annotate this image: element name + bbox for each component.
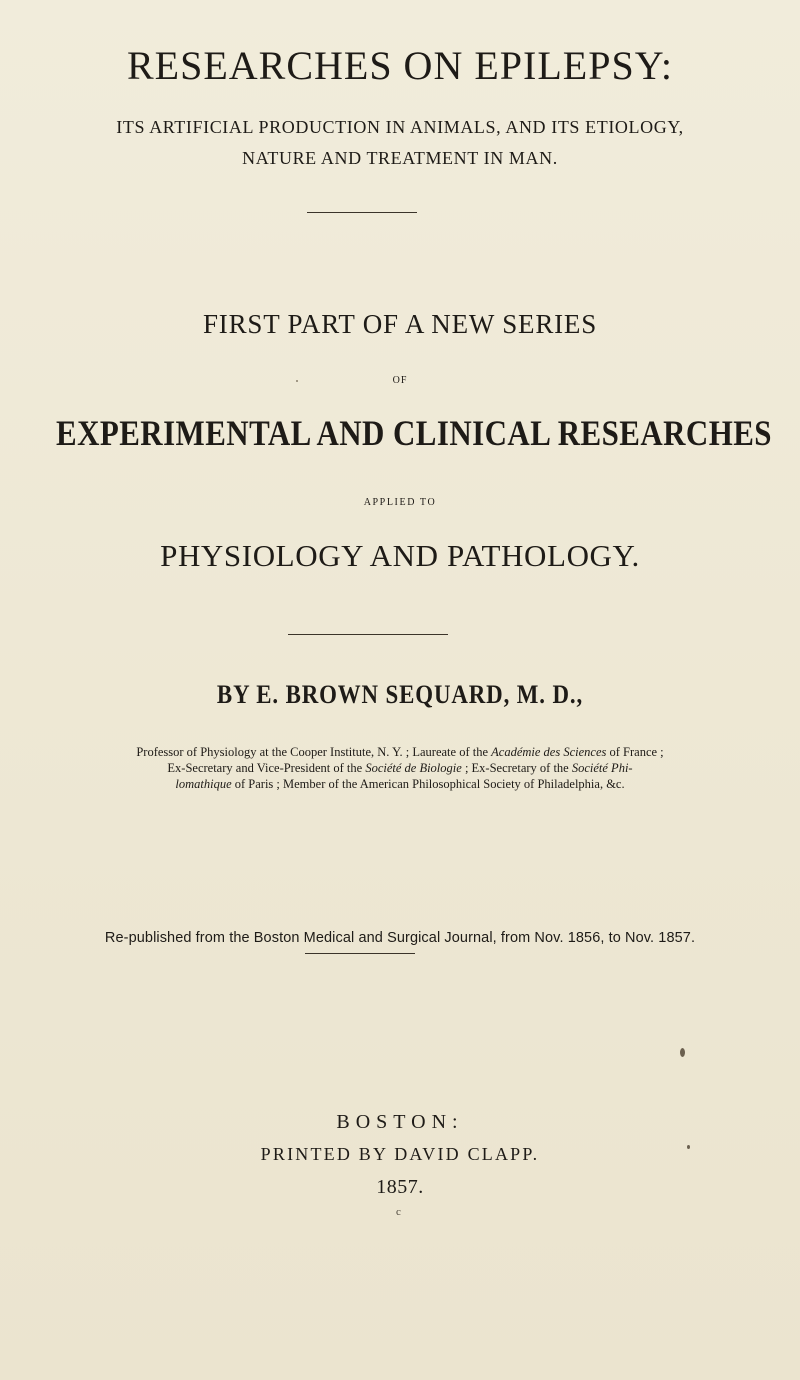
main-title: RESEARCHES ON EPILEPSY: (126, 43, 674, 88)
subtitle-line-1: ITS ARTIFICIAL PRODUCTION IN ANIMALS, AND ITS ETIOLOGY, (116, 117, 684, 137)
subtitle-line-2: NATURE AND TREATMENT IN MAN. (242, 148, 558, 168)
republication-note: Re-published from the Boston Medical and Surgical Journal, from Nov. 1856, to Nov. 1857. (104, 930, 696, 946)
ink-speck (680, 1048, 685, 1057)
series-field: PHYSIOLOGY AND PATHOLOGY. (160, 538, 640, 573)
imprint-city: BOSTON: (336, 1111, 464, 1133)
imprint-year: 1857. (376, 1176, 424, 1198)
divider-rule (305, 953, 415, 954)
credentials-line-1: Professor of Physiology at the Cooper Institute, N. Y. ; Laureate of the Académie des Sciences of France ; (136, 745, 664, 759)
stray-mark: c (396, 1206, 401, 1218)
credentials-line-3: lomathique of Paris ; Member of the American Philosophical Society of Philadelphia, &c. (175, 777, 625, 791)
author-credentials (18, 744, 782, 792)
series-of: OF (392, 375, 408, 386)
ink-speck (296, 380, 298, 382)
series-first-part: FIRST PART OF A NEW SERIES (202, 309, 598, 339)
divider-rule (307, 212, 417, 213)
series-title: EXPERIMENTAL AND CLINICAL RESEARCHES (56, 413, 772, 453)
series-applied-to: APPLIED TO (363, 497, 437, 508)
imprint-printer: PRINTED BY DAVID CLAPP. (260, 1144, 540, 1164)
ink-speck (687, 1145, 690, 1149)
divider-rule (288, 634, 448, 635)
credentials-line-2: Ex-Secretary and Vice-President of the Société de Biologie ; Ex-Secretary of the Société Phi- (167, 761, 633, 775)
author-byline: BY E. BROWN SEQUARD, M. D., (216, 680, 584, 709)
